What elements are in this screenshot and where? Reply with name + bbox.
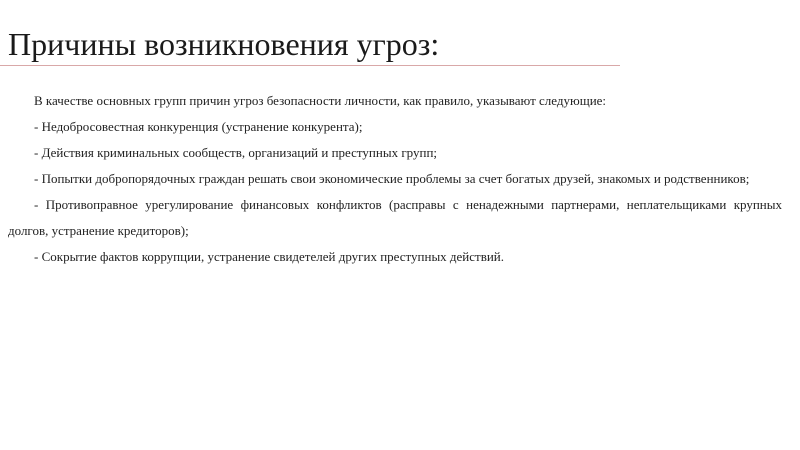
slide-body [8, 88, 782, 270]
list-item: - Недобросовестная конкуренция (устранение конкурента); [34, 119, 363, 134]
list-item: - Попытки добропорядочных граждан решать свои экономические проблемы за счет богатых друзей, знакомых и родственников; [34, 171, 750, 186]
list-item: - Сокрытие фактов коррупции, устранение свидетелей других преступных действий. [34, 249, 505, 264]
list-item: - Действия криминальных сообществ, организаций и преступных групп; [34, 145, 438, 160]
intro-paragraph: В качестве основных групп причин угроз безопасности личности, как правило, указывают следующие: [34, 93, 607, 108]
slide-title: Причины возникновения угроз: [8, 26, 440, 62]
list-item: - Противоправное урегулирование финансовых конфликтов (расправы с ненадежными партнерами, неплательщиками крупных долгов, устранение кредиторов); [8, 197, 782, 238]
title-underline [0, 65, 620, 66]
